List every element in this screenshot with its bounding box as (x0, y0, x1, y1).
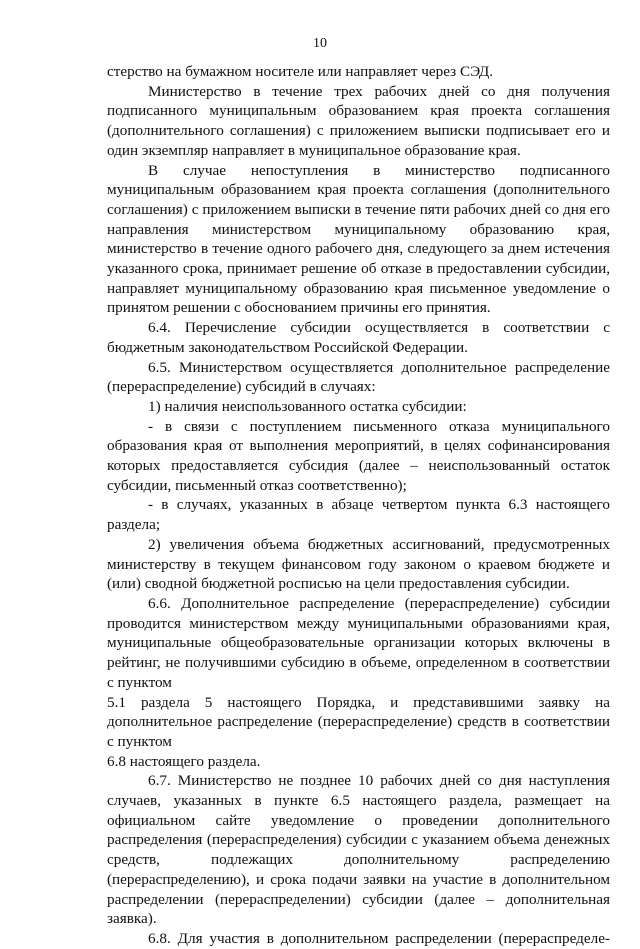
paragraph-0: стерство на бумажном носителе или направляет через СЭД. (107, 63, 494, 80)
paragraph-1: Министерство в течение трех рабочих дней со дня получения подписанного муниципальным образованием края проекта соглашения (дополнительного соглашения) с приложением выписки подписывает его и один экземпляр направляет в муниципальное образование края. (107, 82, 610, 159)
paragraph-9: 6.6. Дополнительное распределение (перераспределение) субсидии проводится министерством между муниципальными образованиями края, муниципальные общеобразовательные организации которых включены в рейтинг, не получившими субсидию в объеме, определенном в соответствии с пунктом (107, 594, 610, 691)
page-number: 10 (313, 36, 327, 51)
paragraph-13: 6.8. Для участия в дополнительном распределении (перераспределе- (148, 929, 610, 947)
paragraph-2: В случае непоступления в министерство подписанного муниципальным образованием края проекта соглашения (дополнительного соглашения) с приложением выписки в течение пяти рабочих дней со дня его направления министерством муниципальному образованию края, министерство в течение одного рабочего дня, следующего за днем истечения указанного срока, принимает решение об отказе в предоставлении субсидии, направляет муниципальному образованию края письменное уведомление о принятом решении с обоснованием причины его принятия. (107, 161, 610, 317)
paragraph-4: 6.5. Министерством осуществляется дополнительное распределение (перераспределение) субсидий в случаях: (107, 358, 610, 396)
paragraph-10: 5.1 раздела 5 настоящего Порядка, и представившими заявку на дополнительное распределение (перераспределение) средств в соответствии с пунктом (107, 693, 610, 750)
paragraph-11: 6.8 настоящего раздела. (107, 752, 261, 770)
paragraph-8: 2) увеличения объема бюджетных ассигнований, предусмотренных министерству в текущем финансовом году законом о краевом бюджете и (или) сводной бюджетной росписью на цели предоставления субсидии. (107, 535, 610, 593)
paragraph-7: - в случаях, указанных в абзаце четвертом пункта 6.3 настоящего раздела; (107, 496, 610, 534)
paragraph-6: - в связи с поступлением письменного отказа муниципального образования края от выполнения мероприятий, в целях софинансирования которых предоставляется субсидия (далее – неиспользованный остаток субсидии, письменный отказ соответственно); (107, 417, 610, 494)
paragraph-12: 6.7. Министерство не позднее 10 рабочих дней со дня наступления случаев, указанных в пункте 6.5 настоящего раздела, размещает на официальном сайте уведомление о проведении дополнительного распределения (перераспределения) субсидии с указанием объема денежных средств, подлежащих дополнительному распределению (перераспределению), и срока подачи заявки на участие в дополнительном распределении (перераспределении) субсидии (далее – дополнительная заявка). (107, 772, 610, 928)
paragraph-3: 6.4. Перечисление субсидии осуществляется в соответствии с бюджетным законодательством Российской Федерации. (107, 319, 610, 356)
paragraph-5: 1) наличия неиспользованного остатка субсидии: (148, 397, 467, 415)
document-body (107, 62, 610, 949)
